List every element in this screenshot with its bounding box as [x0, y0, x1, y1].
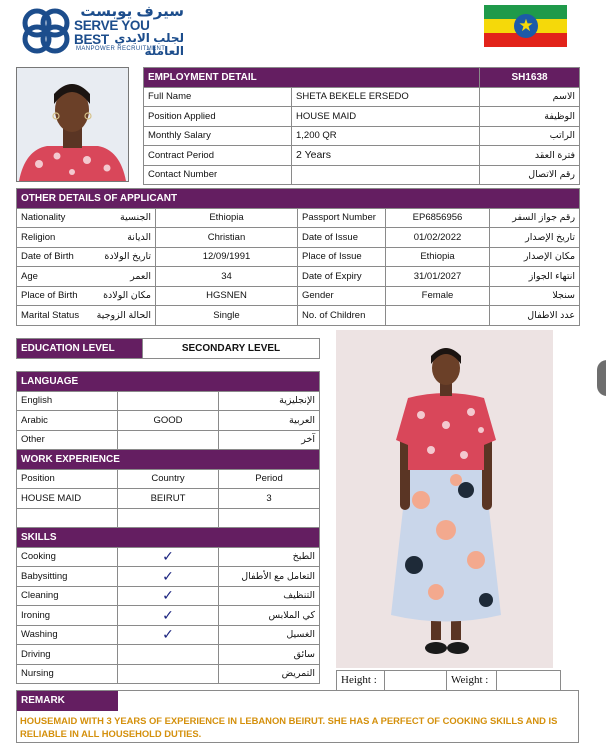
place-of-issue-value: Ethiopia — [386, 247, 490, 267]
language-english-label: English — [17, 391, 118, 411]
table-row — [17, 391, 320, 411]
monthly-salary-value: 1,200 QR — [292, 126, 480, 146]
education-level-label: EDUCATION LEVEL — [17, 339, 143, 359]
language-english-value — [118, 391, 219, 411]
skill-washing-arabic-label: الغسيل — [219, 625, 320, 645]
religion-label: Religion — [21, 231, 56, 243]
number-of-children-value — [386, 306, 490, 326]
place-of-birth-label: Place of Birth — [21, 290, 78, 302]
other-details-header: OTHER DETAILS OF APPLICANT — [17, 189, 580, 209]
applicant-portrait-photo — [16, 67, 129, 182]
marital-status-value: Single — [156, 306, 298, 326]
table-row — [144, 126, 580, 146]
remark-header: REMARK — [17, 691, 118, 711]
skill-cleaning-check-icon: ✓ — [118, 586, 219, 606]
company-logo — [20, 3, 185, 58]
skill-ironing-label: Ironing — [17, 606, 118, 626]
table-row — [17, 306, 580, 326]
language-work-skills-table — [16, 371, 320, 684]
place-of-issue-arabic-label: مكان الإصدار — [490, 247, 580, 267]
place-of-issue-label: Place of Issue — [298, 247, 386, 267]
skill-washing-label: Washing — [17, 625, 118, 645]
skills-header: SKILLS — [17, 528, 320, 548]
skill-babysitting-check-icon: ✓ — [118, 567, 219, 587]
other-details-table — [16, 188, 580, 326]
brand-subtitle: MANPOWER RECRUITMENT — [76, 46, 166, 52]
age-arabic-label: العمر — [130, 270, 151, 282]
skill-cleaning-arabic-label: التنظيف — [219, 586, 320, 606]
table-row — [17, 547, 320, 567]
language-other-arabic-label: آخر — [219, 430, 320, 450]
logo-knot-icon — [20, 6, 72, 56]
table-row — [144, 165, 580, 185]
number-of-children-arabic-label: عدد الاطفال — [490, 306, 580, 326]
work-position-value: HOUSE MAID — [17, 489, 118, 509]
brand-arabic-subtitle: لجلب الايدي العاملة — [114, 31, 184, 58]
language-other-value — [118, 430, 219, 450]
table-row — [17, 567, 320, 587]
skill-washing-check-icon: ✓ — [118, 625, 219, 645]
work-column-period: Period — [219, 469, 320, 489]
table-row — [17, 247, 580, 267]
skill-cooking-arabic-label: الطبخ — [219, 547, 320, 567]
date-of-issue-value: 01/02/2022 — [386, 228, 490, 248]
table-row — [17, 286, 580, 306]
measurements-table — [336, 670, 561, 691]
date-of-expiry-arabic-label: انتهاء الجواز — [490, 267, 580, 287]
applicant-code: SH1638 — [480, 68, 580, 88]
employment-detail-header: EMPLOYMENT DETAIL — [144, 68, 480, 88]
full-name-value: SHETA BEKELE ERSEDO — [292, 87, 480, 107]
contact-number-arabic-label: رقم الاتصال — [480, 165, 580, 185]
table-row — [17, 208, 580, 228]
table-row — [17, 606, 320, 626]
date-of-issue-arabic-label: تاريخ الإصدار — [490, 228, 580, 248]
monthly-salary-arabic-label: الراتب — [480, 126, 580, 146]
language-other-label: Other — [17, 430, 118, 450]
skill-nursing-arabic-label: التمريض — [219, 664, 320, 684]
full-name-label: Full Name — [144, 87, 292, 107]
date-of-birth-value: 12/09/1991 — [156, 247, 298, 267]
skill-nursing-label: Nursing — [17, 664, 118, 684]
employment-detail-table — [143, 67, 580, 185]
language-arabic-value: GOOD — [118, 411, 219, 431]
applicant-full-body-photo — [336, 330, 553, 668]
nationality-label: Nationality — [21, 212, 66, 224]
height-value — [385, 671, 447, 691]
height-label: Height : — [337, 671, 385, 691]
passport-number-label: Passport Number — [298, 208, 386, 228]
passport-number-arabic-label: رقم جواز السفر — [490, 208, 580, 228]
table-row — [17, 645, 320, 665]
skill-cooking-check-icon: ✓ — [118, 547, 219, 567]
table-row — [17, 489, 320, 509]
gender-arabic-label: سنجلا — [490, 286, 580, 306]
monthly-salary-label: Monthly Salary — [144, 126, 292, 146]
ethiopia-flag-icon: ★ — [484, 5, 567, 47]
contact-number-value — [292, 165, 480, 185]
age-label: Age — [21, 270, 38, 282]
education-level-value: SECONDARY LEVEL — [143, 339, 320, 359]
work-period-value — [219, 508, 320, 528]
table-row — [17, 586, 320, 606]
skill-nursing-check-icon — [118, 664, 219, 684]
brand-name: SERVE YOU BEST — [74, 18, 150, 47]
work-experience-header: WORK EXPERIENCE — [17, 450, 320, 470]
work-country-value: BEIRUT — [118, 489, 219, 509]
skill-babysitting-label: Babysitting — [17, 567, 118, 587]
position-applied-label: Position Applied — [144, 107, 292, 127]
date-of-issue-label: Date of Issue — [298, 228, 386, 248]
table-row — [144, 107, 580, 127]
table-row — [17, 469, 320, 489]
skill-ironing-arabic-label: كي الملابس — [219, 606, 320, 626]
contract-period-label: Contract Period — [144, 146, 292, 166]
skill-driving-check-icon — [118, 645, 219, 665]
education-level-table — [16, 338, 320, 359]
position-applied-value: HOUSE MAID — [292, 107, 480, 127]
table-row — [17, 625, 320, 645]
position-applied-arabic-label: الوظيفة — [480, 107, 580, 127]
table-row — [17, 411, 320, 431]
table-row — [144, 146, 580, 166]
work-position-value — [17, 508, 118, 528]
table-row — [17, 267, 580, 287]
nationality-value: Ethiopia — [156, 208, 298, 228]
table-row — [17, 228, 580, 248]
gender-value: Female — [386, 286, 490, 306]
date-of-birth-label: Date of Birth — [21, 251, 74, 263]
remark-section — [16, 690, 579, 743]
marital-status-arabic-label: الحالة الزوجية — [96, 309, 151, 321]
date-of-expiry-label: Date of Expiry — [298, 267, 386, 287]
language-english-arabic-label: الإنجليزية — [219, 391, 320, 411]
skill-driving-arabic-label: سائق — [219, 645, 320, 665]
marital-status-label: Marital Status — [21, 309, 80, 321]
table-row — [144, 87, 580, 107]
skill-ironing-check-icon: ✓ — [118, 606, 219, 626]
date-of-birth-arabic-label: تاريخ الولادة — [104, 251, 151, 263]
table-row — [17, 664, 320, 684]
date-of-expiry-value: 31/01/2027 — [386, 267, 490, 287]
place-of-birth-arabic-label: مكان الولادة — [103, 290, 151, 302]
work-column-country: Country — [118, 469, 219, 489]
place-of-birth-value: HGSNEN — [156, 286, 298, 306]
brand-arabic-name: سيرف يوبست — [80, 3, 184, 20]
skill-babysitting-arabic-label: التعامل مع الأطفال — [219, 567, 320, 587]
work-period-value: 3 — [219, 489, 320, 509]
number-of-children-label: No. of Children — [298, 306, 386, 326]
scroll-handle[interactable] — [597, 360, 606, 396]
skill-cleaning-label: Cleaning — [17, 586, 118, 606]
weight-label: Weight : — [447, 671, 497, 691]
work-column-position: Position — [17, 469, 118, 489]
contract-period-value: 2 Years — [292, 146, 480, 166]
religion-arabic-label: الديانة — [127, 231, 151, 243]
contact-number-label: Contact Number — [144, 165, 292, 185]
skill-cooking-label: Cooking — [17, 547, 118, 567]
table-row — [17, 430, 320, 450]
language-arabic-arabic-label: العربية — [219, 411, 320, 431]
passport-number-value: EP6856956 — [386, 208, 490, 228]
skill-driving-label: Driving — [17, 645, 118, 665]
weight-value — [497, 671, 561, 691]
work-country-value — [118, 508, 219, 528]
nationality-arabic-label: الجنسية — [120, 212, 151, 224]
language-header: LANGUAGE — [17, 372, 320, 392]
age-value: 34 — [156, 267, 298, 287]
full-name-arabic-label: الاسم — [480, 87, 580, 107]
religion-value: Christian — [156, 228, 298, 248]
remark-text: HOUSEMAID WITH 3 YEARS OF EXPERIENCE IN LEBANON BEIRUT. SHE HAS A PERFECT OF COOKING SKILLS AND IS RELIABLE IN ALL HOUSEHOLD DUTIES. — [20, 715, 558, 739]
language-arabic-label: Arabic — [17, 411, 118, 431]
gender-label: Gender — [298, 286, 386, 306]
contract-period-arabic-label: فترة العقد — [480, 146, 580, 166]
table-row — [17, 508, 320, 528]
